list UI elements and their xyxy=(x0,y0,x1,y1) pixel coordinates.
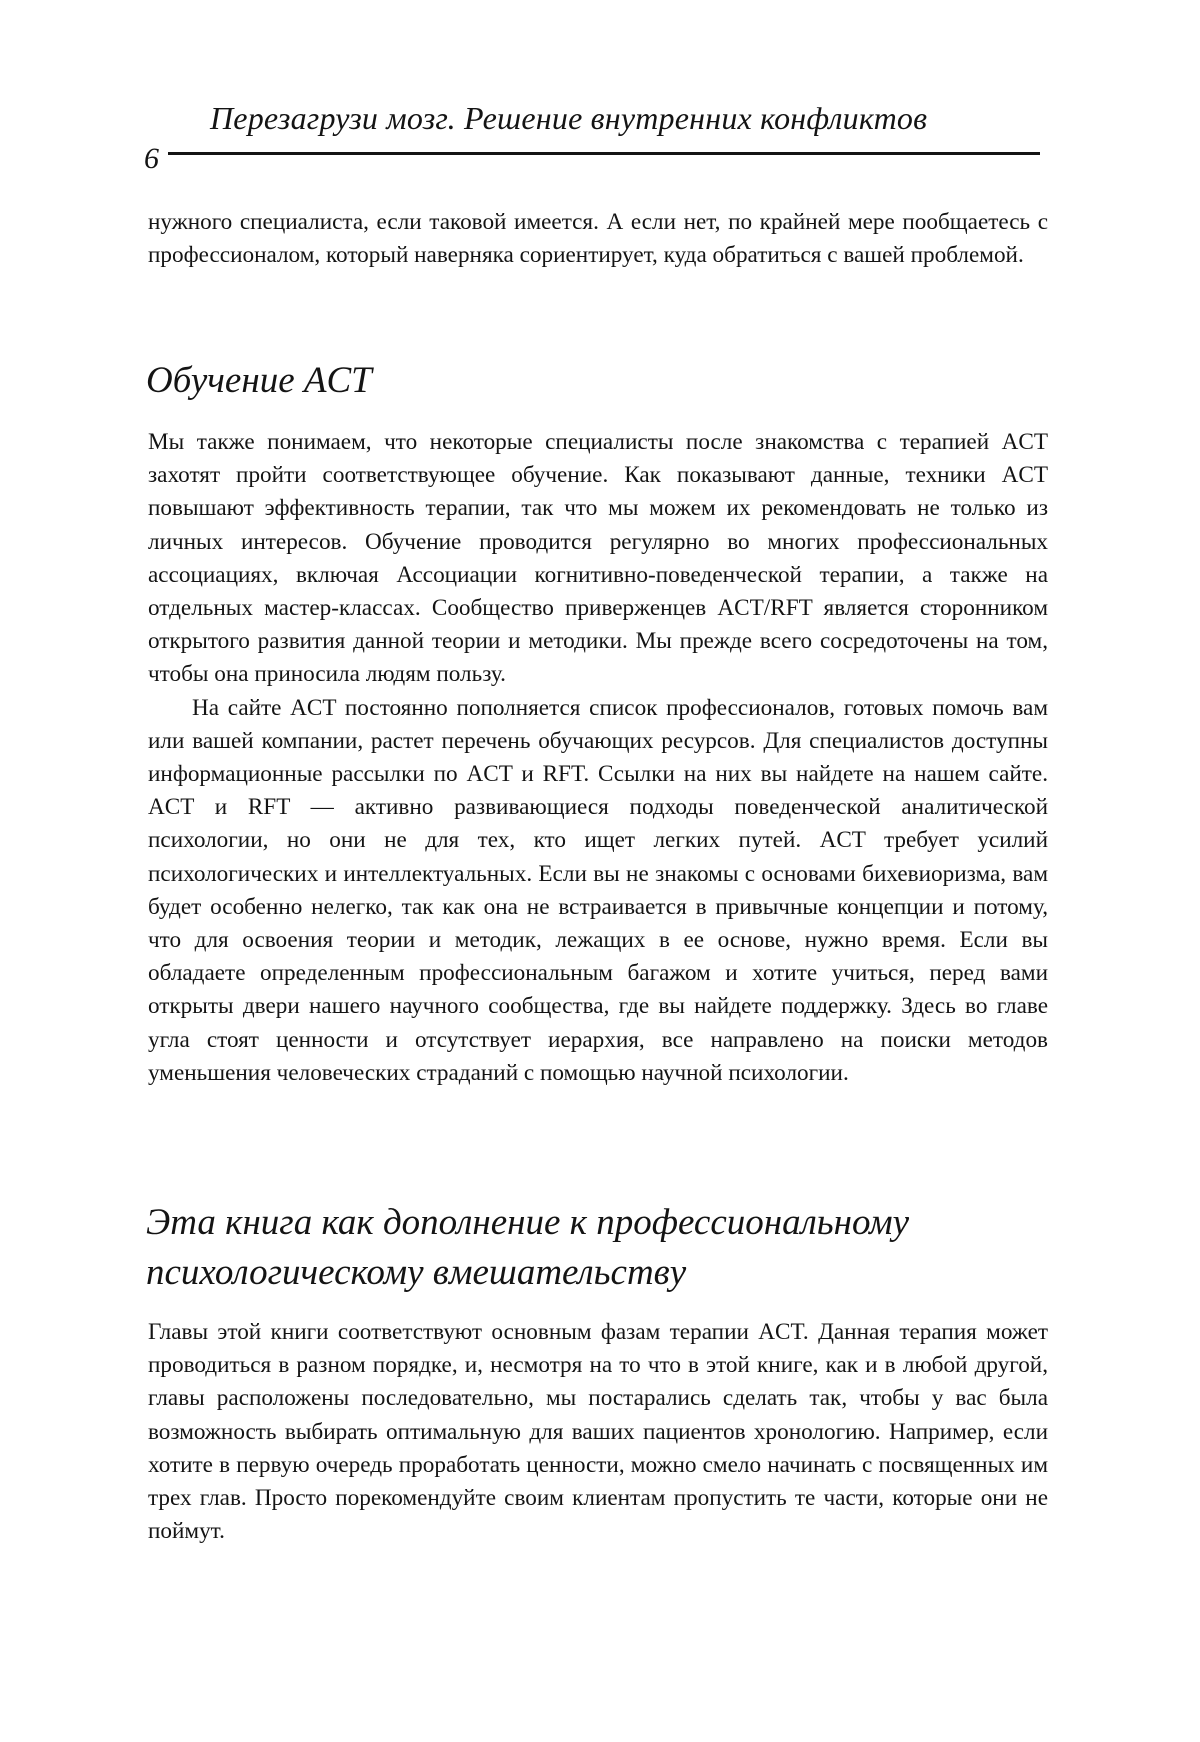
book-supplement-text-block xyxy=(148,1316,1048,1548)
section-heading-book-line-1: Эта книга как дополнение к профессиональному xyxy=(146,1198,1046,1248)
intro-text-block xyxy=(148,206,1048,272)
act-training-text-block xyxy=(148,426,1048,1090)
running-head-title: Перезагрузи мозг. Решение внутренних конфликтов xyxy=(210,100,1050,137)
intro-paragraph: нужного специалиста, если таковой имеется. А если нет, по крайней мере пообщаетесь с профессионалом, который наверняка сориентирует, куда обратиться с вашей проблемой. xyxy=(148,206,1048,272)
book-page xyxy=(0,0,1200,1742)
book-paragraph: Главы этой книги соответствуют основным фазам терапии ACT. Данная терапия может проводиться в разном порядке, и, несмотря на то что в этой книге, как и в любой другой, главы расположены последовательно, мы постарались сделать так, чтобы у вас была возможность выбирать оптимальную для ваших пациентов хронологию. Например, если хотите в первую очередь проработать ценности, можно смело начинать с посвященных им трех глав. Просто порекомендуйте своим клиентам пропустить те части, которые они не поймут. xyxy=(148,1316,1048,1548)
act-paragraph-1: Мы также понимаем, что некоторые специалисты после знакомства с терапией ACT захотят пройти соответствующее обучение. Как показывают данные, техники ACT повышают эффективность терапии, так что мы можем их рекомендовать не только из личных интересов. Обучение проводится регулярно во многих профессиональных ассоциациях, включая Ассоциации когнитивно-поведенческой терапии, а также на отдельных мастер-классах. Сообщество приверженцев ACT/RFT является сторонником открытого развития данной теории и методики. Мы прежде всего сосредоточены на том, чтобы она приносила людям пользу. xyxy=(148,426,1048,692)
act-paragraph-2: На сайте ACT постоянно пополняется список профессионалов, готовых помочь вам или вашей компании, растет перечень обучающих ресурсов. Для специалистов доступны информационные рассылки по ACT и RFT. Ссылки на них вы найдете на нашем сайте. ACT и RFT — активно развивающиеся подходы поведенческой аналитической психологии, но они не для тех, кто ищет легких путей. ACT требует усилий психологических и интеллектуальных. Если вы не знакомы с основами бихевиоризма, вам будет особенно нелегко, так как она не встраивается в привычные концепции и потому, что для освоения теории и методик, лежащих в ее основе, нужно время. Если вы обладаете определенным профессиональным багажом и хотите учиться, перед вами открыты двери нашего научного сообщества, где вы найдете поддержку. Здесь во главе угла стоят ценности и отсутствует иерархия, все направлено на поиски методов уменьшения человеческих страданий с помощью научной психологии. xyxy=(148,692,1048,1090)
header-rule xyxy=(168,152,1040,155)
section-heading-book-supplement xyxy=(146,1198,1046,1298)
page-number: 6 xyxy=(144,142,159,176)
section-heading-act-training: Обучение ACT xyxy=(146,356,1046,406)
section-heading-book-line-2: психологическому вмешательству xyxy=(146,1248,1046,1298)
